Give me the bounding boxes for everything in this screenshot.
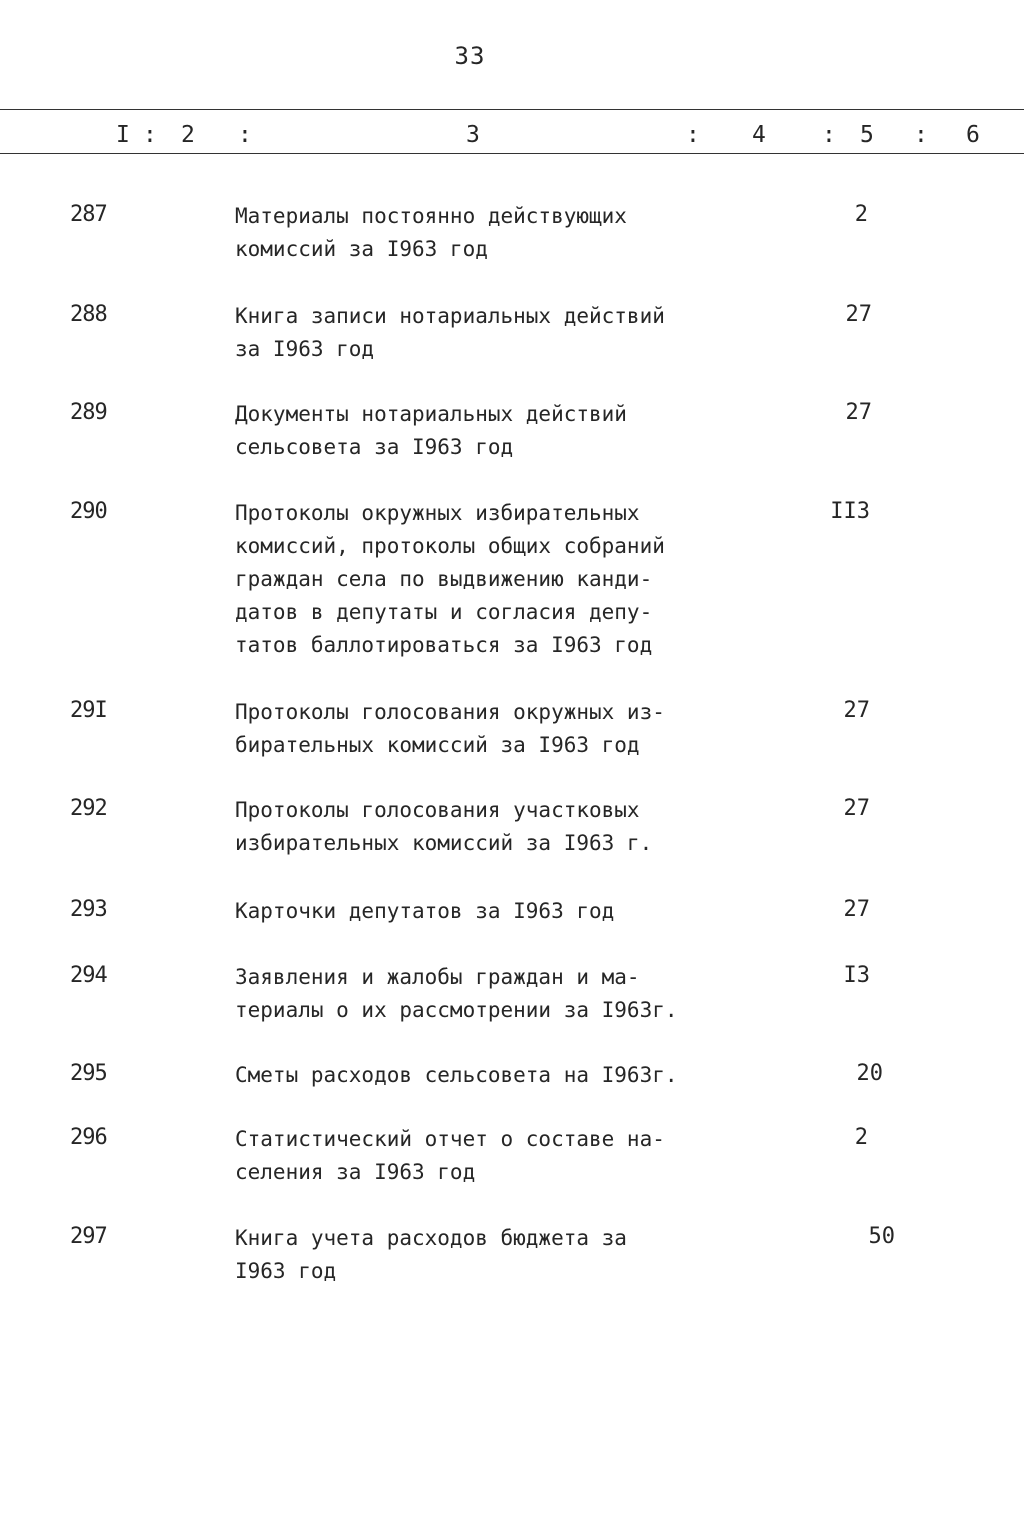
entry-number: 297 <box>70 1224 107 1249</box>
entry-title: Протоколы окружных избирательных комиссий, протоколы общих собраний граждан села по выдвижению канди- датов в депутаты и согласия депу- татов баллотироваться за I963 год <box>235 501 665 657</box>
column-header-2: 2 <box>181 122 195 148</box>
entry-number: 29I <box>70 698 107 723</box>
page-number: 33 <box>454 42 486 70</box>
entry-number: 295 <box>70 1061 107 1086</box>
entry-number: 289 <box>70 400 107 425</box>
entry-number: 290 <box>70 499 107 524</box>
entry-title: Сметы расходов сельсовета на I963г. <box>235 1063 678 1087</box>
entry-count: 27 <box>843 698 870 723</box>
entry-count: 27 <box>845 400 872 425</box>
entry-count: 2 <box>854 202 868 227</box>
column-header-4: 4 <box>752 122 766 148</box>
column-header-3: 3 <box>466 122 480 148</box>
entry-number: 287 <box>70 202 107 227</box>
entry-number: 294 <box>70 963 107 988</box>
column-separator: : <box>914 122 928 148</box>
entry-title: Книга записи нотариальных действий за I963 год <box>235 304 665 361</box>
entry-count: 2 <box>854 1125 868 1150</box>
entry-count: 27 <box>843 897 870 922</box>
column-separator: : <box>143 122 157 148</box>
entry-number: 293 <box>70 897 107 922</box>
column-separator: : <box>686 122 700 148</box>
entry-title: Карточки депутатов за I963 год <box>235 899 615 923</box>
entry-count: 50 <box>868 1224 895 1249</box>
entry-count: 27 <box>843 796 870 821</box>
entry-title: Материалы постоянно действующих комиссий за I963 год <box>235 204 627 261</box>
column-separator: : <box>822 122 836 148</box>
entry-count: II3 <box>830 499 870 524</box>
entry-title: Книга учета расходов бюджета за I963 год <box>235 1226 627 1283</box>
entry-count: 27 <box>845 302 872 327</box>
entry-count: I3 <box>843 963 870 988</box>
entry-title: Документы нотариальных действий сельсовета за I963 год <box>235 402 627 459</box>
column-header-6: 6 <box>966 122 980 148</box>
entry-count: 20 <box>856 1061 883 1086</box>
entry-title: Протоколы голосования окружных из- бирательных комиссий за I963 год <box>235 700 665 757</box>
column-separator: : <box>238 122 252 148</box>
entry-title: Заявления и жалобы граждан и ма- териалы о их рассмотрении за I963г. <box>235 965 678 1022</box>
entry-number: 292 <box>70 796 107 821</box>
column-header-1: I <box>116 122 130 148</box>
entry-title: Протоколы голосования участковых избирательных комиссий за I963 г. <box>235 798 653 855</box>
column-header-5: 5 <box>860 122 874 148</box>
entry-number: 288 <box>70 302 107 327</box>
entry-number: 296 <box>70 1125 107 1150</box>
entry-title: Статистический отчет о составе на- селения за I963 год <box>235 1127 665 1184</box>
